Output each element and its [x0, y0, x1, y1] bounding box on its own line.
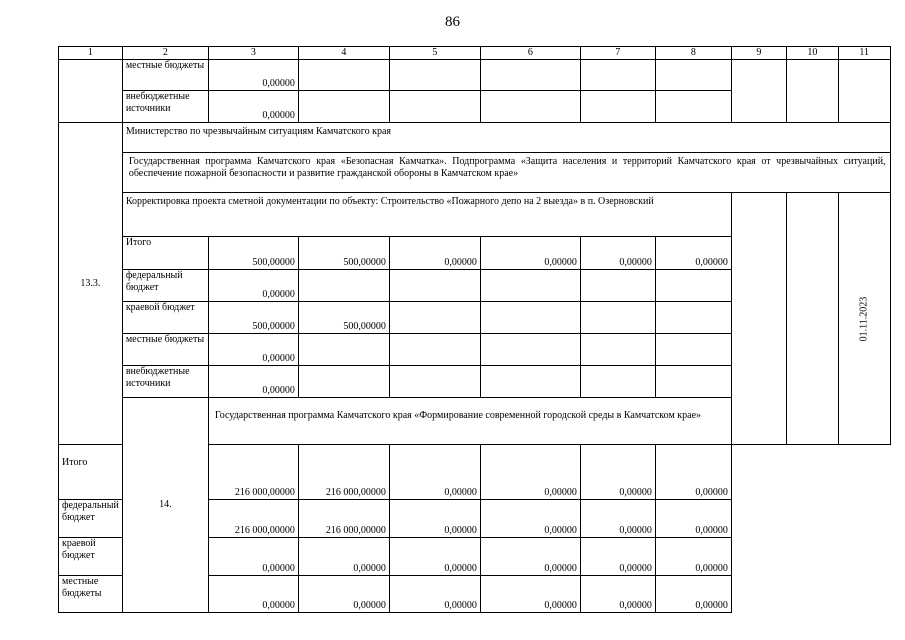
value-cell: 0,00000	[389, 538, 480, 576]
value-cell	[389, 302, 480, 334]
value-cell: 0,00000	[580, 445, 655, 500]
row-label: внебюджетные источники	[122, 91, 208, 123]
row-number: 13.3.	[59, 123, 123, 445]
value-cell: 0,00000	[208, 576, 298, 613]
value-cell: 500,00000	[298, 302, 389, 334]
value-cell: 0,00000	[655, 500, 731, 538]
value-cell	[580, 270, 655, 302]
value-cell	[480, 334, 580, 366]
value-cell	[389, 334, 480, 366]
row-label: краевой бюджет	[59, 538, 123, 576]
value-cell: 0,00000	[655, 445, 731, 500]
value-cell	[655, 60, 731, 91]
row-label: Итого	[59, 445, 123, 500]
date-label: 01.11.2023	[858, 296, 870, 341]
header-cell: 6	[480, 47, 580, 60]
header-cell: 3	[208, 47, 298, 60]
value-cell	[298, 91, 389, 123]
project-title: Корректировка проекта сметной документации по объекту: Строительство «Пожарного депо на 2 выезда» в п. Озерновский	[122, 193, 731, 237]
value-cell: 0,00000	[655, 237, 731, 270]
value-cell: 0,00000	[208, 334, 298, 366]
row-label: местные бюджеты	[122, 334, 208, 366]
budget-table	[58, 46, 891, 613]
value-cell: 0,00000	[655, 576, 731, 613]
number-cell	[59, 60, 123, 123]
value-cell: 0,00000	[480, 576, 580, 613]
value-cell: 0,00000	[580, 576, 655, 613]
value-cell: 0,00000	[298, 576, 389, 613]
value-cell: 0,00000	[208, 366, 298, 398]
value-cell	[655, 366, 731, 398]
empty-cell	[838, 60, 890, 123]
value-cell: 0,00000	[208, 91, 298, 123]
value-cell: 0,00000	[580, 237, 655, 270]
value-cell: 500,00000	[298, 237, 389, 270]
value-cell	[655, 302, 731, 334]
header-cell: 1	[59, 47, 123, 60]
value-cell	[480, 91, 580, 123]
row-label: федеральный бюджет	[122, 270, 208, 302]
row-label: краевой бюджет	[122, 302, 208, 334]
table-row	[59, 60, 891, 91]
value-cell	[580, 91, 655, 123]
value-cell: 0,00000	[580, 500, 655, 538]
value-cell	[480, 270, 580, 302]
value-cell	[655, 270, 731, 302]
value-cell	[480, 366, 580, 398]
header-cell: 10	[786, 47, 838, 60]
table-row	[59, 123, 891, 153]
row-label: местные бюджеты	[59, 576, 123, 613]
table-row	[59, 153, 891, 193]
program-title: Государственная программа Камчатского края «Безопасная Камчатка». Подпрограмма «Защита населения и территорий Камчатского края от чрезвычайных ситуаций, обеспечение пожарной безопасности и развитие гражданской обороны в Камчатском крае»	[122, 153, 890, 193]
row-label: федеральный бюджет	[59, 500, 123, 538]
value-cell: 0,00000	[480, 500, 580, 538]
value-cell: 216 000,00000	[208, 500, 298, 538]
value-cell	[580, 60, 655, 91]
value-cell: 0,00000	[480, 237, 580, 270]
value-cell	[298, 60, 389, 91]
value-cell: 500,00000	[208, 302, 298, 334]
row-label: местные бюджеты	[122, 60, 208, 91]
value-cell	[580, 366, 655, 398]
value-cell: 500,00000	[208, 237, 298, 270]
header-cell: 4	[298, 47, 389, 60]
header-cell: 9	[731, 47, 786, 60]
value-cell: 0,00000	[389, 237, 480, 270]
value-cell: 0,00000	[389, 576, 480, 613]
value-cell: 0,00000	[208, 538, 298, 576]
value-cell	[655, 91, 731, 123]
row-label: внебюджетные источники	[122, 366, 208, 398]
value-cell: 0,00000	[208, 270, 298, 302]
header-cell: 11	[838, 47, 890, 60]
value-cell: 0,00000	[655, 538, 731, 576]
value-cell: 216 000,00000	[208, 445, 298, 500]
value-cell: 0,00000	[389, 500, 480, 538]
value-cell	[389, 91, 480, 123]
value-cell: 216 000,00000	[298, 445, 389, 500]
value-cell	[298, 334, 389, 366]
header-cell: 5	[389, 47, 480, 60]
empty-cell	[731, 60, 786, 123]
ministry-title: Министерство по чрезвычайным ситуациям Камчатского края	[122, 123, 890, 153]
header-cell: 7	[580, 47, 655, 60]
value-cell: 0,00000	[580, 538, 655, 576]
empty-cell	[786, 60, 838, 123]
value-cell: 0,00000	[480, 445, 580, 500]
value-cell	[480, 60, 580, 91]
value-cell: 0,00000	[389, 445, 480, 500]
table-row	[59, 193, 891, 237]
table-row	[59, 398, 891, 445]
value-cell: 0,00000	[480, 538, 580, 576]
empty-cell	[731, 445, 890, 613]
value-cell	[298, 366, 389, 398]
value-cell	[580, 302, 655, 334]
header-cell: 8	[655, 47, 731, 60]
value-cell	[389, 60, 480, 91]
page-number: 86	[445, 14, 460, 30]
program-title: Государственная программа Камчатского края «Формирование современной городской среды в Камчатском крае»	[208, 398, 890, 445]
value-cell	[655, 334, 731, 366]
value-cell: 216 000,00000	[298, 500, 389, 538]
value-cell: 0,00000	[298, 538, 389, 576]
value-cell	[389, 366, 480, 398]
row-number: 14.	[122, 398, 208, 613]
value-cell	[389, 270, 480, 302]
value-cell	[480, 302, 580, 334]
value-cell	[580, 334, 655, 366]
row-label: Итого	[122, 237, 208, 270]
header-cell: 2	[122, 47, 208, 60]
value-cell: 0,00000	[208, 60, 298, 91]
header-row	[59, 47, 891, 60]
value-cell	[298, 270, 389, 302]
